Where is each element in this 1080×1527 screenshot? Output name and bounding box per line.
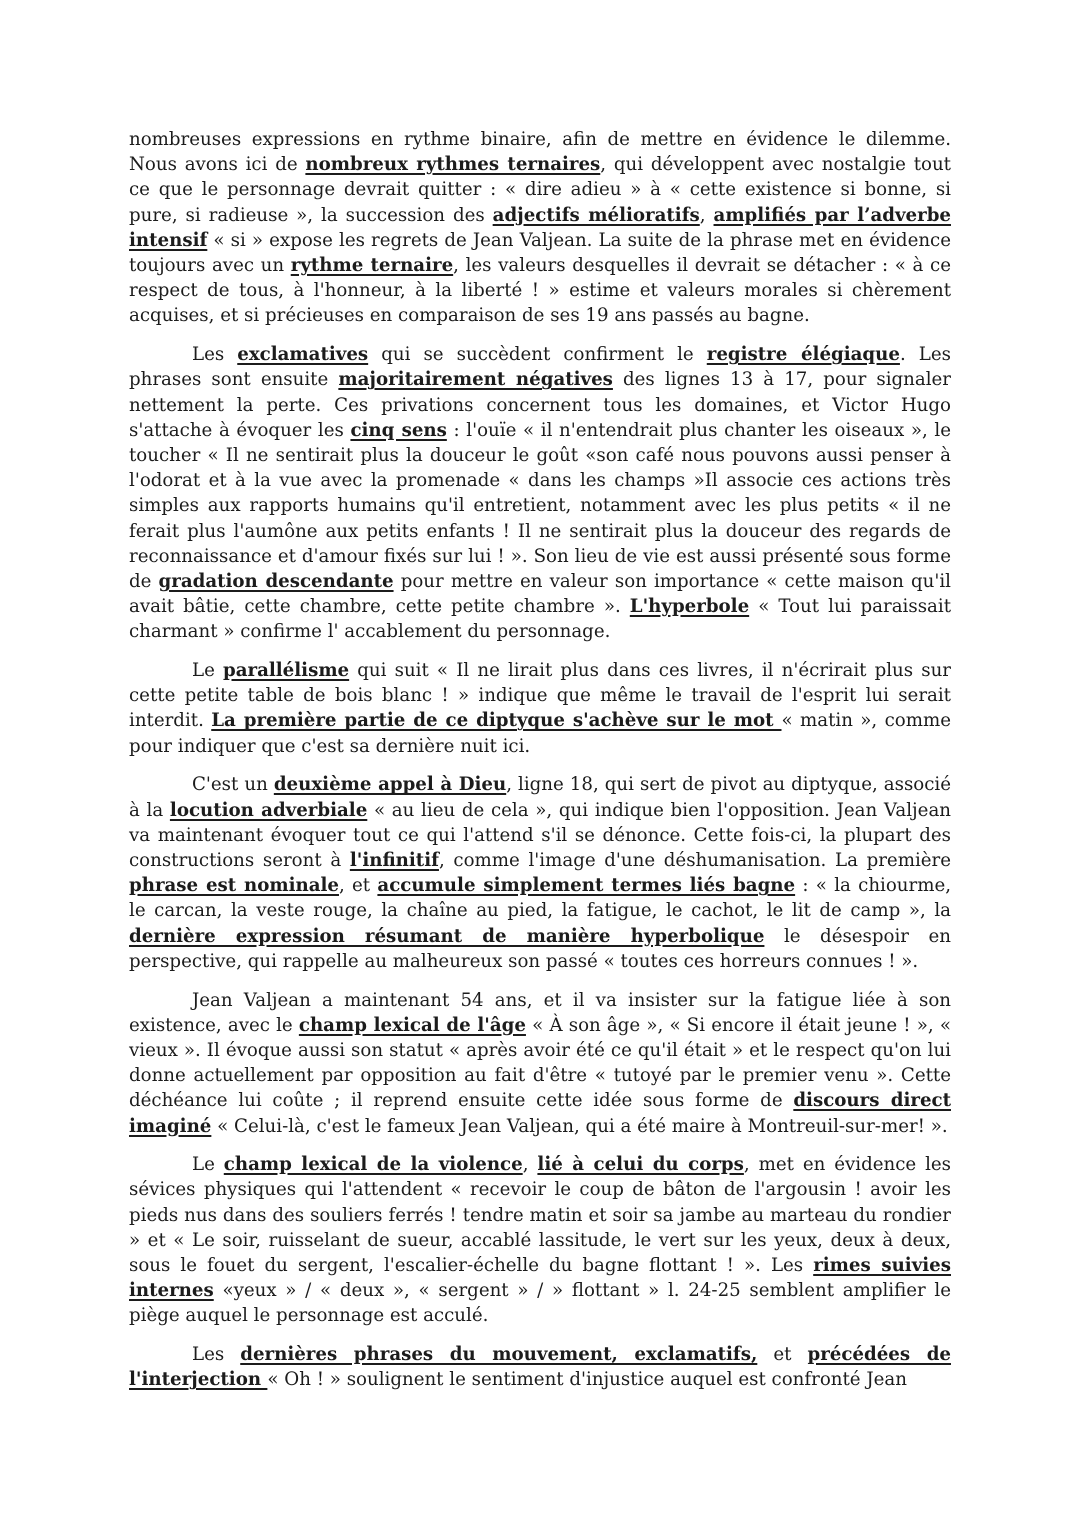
text-run: « matin », comme pour indiquer que c'est sa dernière nuit ici. — [129, 710, 951, 757]
text-run: , — [699, 204, 714, 226]
highlight-term: rythme ternaire — [290, 255, 454, 277]
text-run: « Celui-là, c'est le fameux Jean Valjean, qui a été maire à Montreuil-sur-mer! ». — [211, 1115, 948, 1137]
text-run: le désespoir en perspective, qui rappelle au malheureux son passé « toutes ces horreurs connues ! ». — [129, 925, 951, 972]
text-run: : « la chiourme, le carcan, la veste rouge, la chaîne au pied, la fatigue, le cachot, le lit de camp », la — [129, 875, 951, 922]
text-run: pour mettre en valeur son importance « cette maison qu'il avait bâtie, cette chambre, cette petite chambre ». — [129, 570, 951, 618]
highlight-term: précédées de l'interjection — [129, 1344, 951, 1391]
paragraph — [129, 1152, 951, 1328]
text-run: C'est un — [192, 774, 274, 796]
highlight-term: cinq sens — [350, 419, 447, 441]
highlight-term: dernières phrases du mouvement, exclamatifs, — [240, 1344, 758, 1366]
highlight-term: exclamatives — [237, 344, 369, 366]
text-run: , les valeurs desquelles il devrait se détacher : « à ce respect de tous, à l'honneur, à la liberté ! » estime et valeurs morales si chèrement acquises, et si précieuses en comparaison de ses 19 ans passés au bagne. — [129, 255, 951, 327]
text-run: « si » expose les regrets de Jean Valjean. La suite de la phrase met en évidence toujours avec un — [129, 229, 951, 277]
highlight-term: champ lexical de la violence — [223, 1154, 523, 1176]
text-run: « Oh ! » soulignent le sentiment d'injustice auquel est confronté Jean — [267, 1369, 907, 1391]
text-run: des lignes 13 à 17, pour signaler nettement la perte. Ces privations concernent tous les domaines, et Victor Hugo s'attache à évoquer les — [129, 369, 951, 441]
text-run: , et — [338, 875, 378, 897]
text-run: Le — [192, 1154, 224, 1176]
paragraph — [129, 127, 951, 329]
text-run: « au lieu de cela », qui indique bien l'opposition. Jean Valjean va maintenant évoquer tout ce qui l'attend s'il se dénonce. Cette fois-ci, la plupart des constructions seront à — [129, 799, 951, 871]
text-run: qui suit « Il ne lirait plus dans ces livres, il n'écrirait plus sur cette petite table de bois blanc ! » indique que même le travail de l'esprit lui serait interdit. — [129, 660, 951, 732]
text-run: , comme l'image d'une déshumanisation. La première — [438, 849, 951, 871]
text-run: Jean Valjean a maintenant 54 ans, et il va insister sur la fatigue liée à son existence, avec le — [129, 989, 951, 1036]
paragraph — [129, 988, 951, 1139]
text-run: , met en évidence les sévices physiques qui l'attendent « recevoir le coup de bâton de l'argousin ! avoir les pieds nus dans des souliers ferrés ! tendre matin et soir sa jambe au marteau du rondier » et « Le soir, ruisselant de sueur, accablé lassitude, le vert sur les yeux, deux à deux, sous le fouet du sergent, l'escalier-échelle du bagne flottant ! ». Les — [129, 1154, 952, 1277]
highlight-term: dernière expression résumant de manière hyperbolique — [129, 925, 765, 947]
document-page — [129, 127, 951, 1393]
highlight-term: champ lexical de l'âge — [298, 1014, 526, 1036]
text-run: , qui développent avec nostalgie tout ce que le personnage devrait quitter : « dire adieu » à « cette existence si bonne, si pure, si radieuse », la succession des — [129, 154, 951, 226]
text-run: et — [757, 1344, 808, 1366]
text-run: qui se succèdent confirment le — [368, 344, 707, 366]
highlight-term: parallélisme — [223, 660, 350, 682]
highlight-term: deuxième appel à Dieu — [273, 774, 507, 796]
highlight-term: majoritairement négatives — [338, 369, 613, 391]
highlight-term: lié à celui du corps — [537, 1154, 744, 1176]
paragraph — [129, 1342, 951, 1392]
text-run: «yeux » / « deux », « sergent » / » flottant » l. 24-25 semblent amplifier le piège auquel le personnage est acculé. — [129, 1280, 951, 1327]
highlight-term: l'infinitif — [349, 849, 439, 871]
paragraph — [129, 658, 951, 759]
text-run: Les — [192, 1344, 241, 1366]
paragraph — [129, 772, 951, 974]
text-run: nombreuses expressions en rythme binaire, afin de mettre en évidence le dilemme. Nous avons ici de — [129, 129, 951, 176]
highlight-term: L'hyperbole — [629, 596, 750, 618]
text-run: . Les phrases sont ensuite — [129, 344, 951, 391]
text-run: , — [522, 1154, 538, 1176]
highlight-term: amplifiés par l’adverbe intensif — [129, 204, 951, 251]
highlight-term: accumule simplement termes liés bagne — [377, 875, 796, 897]
highlight-term: nombreux rythmes ternaires — [305, 154, 601, 176]
highlight-term: discours direct imaginé — [129, 1090, 951, 1137]
highlight-term: gradation descendante — [158, 570, 394, 592]
highlight-term: La première partie de ce diptyque s'achève sur le mot — [211, 710, 782, 732]
text-run: : l'ouïe « il n'entendrait plus chanter les oiseaux », le toucher « Il ne sentirait plus la douceur le goût «son café nous pouvons aussi penser à l'odorat et à la vue avec la promenade « dans les champs »Il associe ces actions très simples aux rapports humains qu'il entretient, notamment avec les plus petits « il ne ferait plus l'aumône aux petits enfants ! Il ne sentirait plus la douceur des regards de reconnaissance et d'amour fixés sur lui ! ». Son lieu de vie est aussi présenté sous forme de — [129, 419, 952, 592]
text-run: « À son âge », « Si encore il était jeune ! », « vieux ». Il évoque aussi son statut « après avoir été ce qu'il était » et le respect qu'on lui donne actuellement par opposition au fait d'être « tutoyé par le premier venu ». Cette déchéance lui coûte ; il reprend ensuite cette idée sous forme de — [129, 1014, 951, 1112]
paragraph — [129, 342, 951, 644]
text-run: Les — [192, 344, 238, 366]
text-run: Le — [192, 660, 223, 682]
highlight-term: adjectifs mélioratifs — [492, 204, 700, 226]
highlight-term: phrase est nominale — [129, 875, 339, 897]
highlight-term: rimes suivies internes — [129, 1255, 951, 1302]
text-run: « Tout lui paraissait charmant » confirme l' accablement du personnage. — [129, 596, 952, 643]
highlight-term: registre élégiaque — [706, 344, 900, 366]
text-run: , ligne 18, qui sert de pivot au diptyque, associé à la — [129, 774, 952, 821]
highlight-term: locution adverbiale — [169, 799, 368, 821]
